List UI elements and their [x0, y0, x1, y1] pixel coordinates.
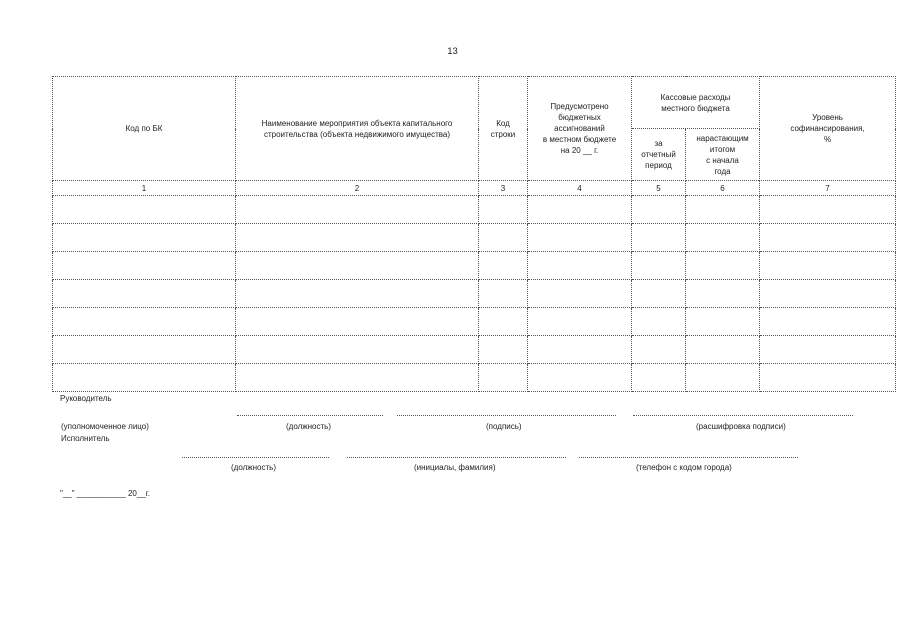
header-event-name-line1: Наименование мероприятия объекта капитального	[261, 118, 453, 128]
column-number: 5	[632, 181, 686, 196]
table-cell[interactable]	[632, 196, 686, 224]
table-cell[interactable]	[686, 280, 760, 308]
header-event-name-line2: строительства (объекта недвижимого имущества)	[263, 129, 451, 139]
signature-decoding-line[interactable]	[633, 415, 853, 416]
header-cofinancing-line1: Уровень	[812, 113, 843, 122]
column-number: 6	[686, 181, 760, 196]
table-cell[interactable]	[632, 336, 686, 364]
header-cofinancing-line3: %	[823, 135, 832, 144]
header-planned-line4: в местном бюджете	[542, 135, 617, 144]
table-cell[interactable]	[686, 224, 760, 252]
header-cash-expenses-line1: Кассовые расходы	[660, 92, 731, 102]
page-number: 13	[447, 46, 458, 57]
header-planned-line5: на 20 __ г.	[560, 146, 599, 155]
table-cell[interactable]	[686, 252, 760, 280]
header-planned-line1: Предусмотрено	[550, 102, 609, 111]
table-cell[interactable]	[53, 252, 236, 280]
table-row	[53, 364, 896, 392]
signature-decoding-caption: (расшифровка подписи)	[696, 422, 786, 431]
table-cell[interactable]	[686, 336, 760, 364]
header-line-code	[479, 77, 528, 181]
table-cell[interactable]	[53, 336, 236, 364]
position-signature-line[interactable]	[237, 415, 383, 416]
header-planned-line2: бюджетных	[558, 113, 601, 122]
table-cell[interactable]	[760, 308, 896, 336]
header-cumulative-line3: с начала	[706, 155, 739, 165]
table-cell[interactable]	[686, 364, 760, 392]
header-row	[53, 77, 896, 129]
table-cell[interactable]	[632, 308, 686, 336]
table-cell[interactable]	[760, 364, 896, 392]
table-cell[interactable]	[236, 224, 479, 252]
table-cell[interactable]	[760, 252, 896, 280]
table-cell[interactable]	[528, 224, 632, 252]
initials-caption: (инициалы, фамилия)	[414, 463, 496, 472]
header-planned-line3: ассигнований	[554, 124, 605, 133]
signature-caption: (подпись)	[486, 422, 522, 431]
table-cell[interactable]	[53, 280, 236, 308]
header-cofinancing-level	[760, 77, 896, 181]
table-row	[53, 308, 896, 336]
executor-label: Исполнитель	[61, 434, 110, 443]
table-row	[53, 224, 896, 252]
table-cell[interactable]	[53, 196, 236, 224]
column-numbers-row	[53, 181, 896, 196]
header-cumulative-line2: итогом	[709, 144, 736, 154]
table-cell[interactable]	[236, 280, 479, 308]
table-cell[interactable]	[760, 336, 896, 364]
table-cell[interactable]	[53, 308, 236, 336]
table-cell[interactable]	[479, 308, 528, 336]
budget-expenses-table	[52, 76, 896, 392]
table-cell[interactable]	[236, 364, 479, 392]
table-cell[interactable]	[236, 252, 479, 280]
table-cell[interactable]	[528, 252, 632, 280]
executor-position-line[interactable]	[182, 457, 329, 458]
table-row	[53, 196, 896, 224]
table-cell[interactable]	[479, 336, 528, 364]
executor-phone-line[interactable]	[579, 457, 798, 458]
header-reporting-period	[632, 129, 686, 181]
table-cell[interactable]	[686, 196, 760, 224]
table-row	[53, 336, 896, 364]
header-cumulative-line4: года	[714, 166, 731, 176]
table-cell[interactable]	[236, 196, 479, 224]
header-reporting-line3: период	[645, 161, 672, 170]
table-cell[interactable]	[479, 224, 528, 252]
table-cell[interactable]	[760, 196, 896, 224]
header-cumulative-line1: нарастающим	[696, 133, 749, 143]
table-cell[interactable]	[632, 364, 686, 392]
column-number: 4	[528, 181, 632, 196]
column-number: 3	[479, 181, 528, 196]
header-event-name	[236, 77, 479, 181]
table-cell[interactable]	[236, 308, 479, 336]
header-bk-code: Код по БК	[53, 77, 236, 181]
table-cell[interactable]	[53, 224, 236, 252]
authorized-person-caption: (уполномоченное лицо)	[61, 422, 149, 431]
table-cell[interactable]	[479, 280, 528, 308]
header-planned-allocations	[528, 77, 632, 181]
table-cell[interactable]	[53, 364, 236, 392]
header-cofinancing-line2: софинансирования,	[790, 124, 865, 133]
table-cell[interactable]	[760, 224, 896, 252]
phone-caption: (телефон с кодом города)	[636, 463, 732, 472]
table-row	[53, 252, 896, 280]
table-cell[interactable]	[528, 308, 632, 336]
position-caption: (должность)	[286, 422, 331, 431]
column-number: 1	[53, 181, 236, 196]
table-cell[interactable]	[236, 336, 479, 364]
header-cash-expenses-line2: местного бюджета	[661, 103, 730, 113]
column-number: 7	[760, 181, 896, 196]
table-cell[interactable]	[528, 336, 632, 364]
header-cash-expenses-group	[632, 77, 760, 129]
header-cumulative	[686, 129, 760, 181]
header-line-code-line1: Код	[496, 118, 510, 128]
executor-position-caption: (должность)	[231, 463, 276, 472]
table-cell[interactable]	[686, 308, 760, 336]
table-cell[interactable]	[528, 364, 632, 392]
table-cell[interactable]	[479, 252, 528, 280]
header-reporting-line2: отчетный	[641, 150, 676, 159]
header-line-code-line2: строки	[490, 129, 516, 139]
head-label: Руководитель	[60, 394, 112, 403]
table-cell[interactable]	[479, 364, 528, 392]
table-cell[interactable]	[528, 196, 632, 224]
table-cell[interactable]	[632, 280, 686, 308]
table-cell[interactable]	[528, 280, 632, 308]
table-cell[interactable]	[760, 280, 896, 308]
table-cell[interactable]	[479, 196, 528, 224]
table-cell[interactable]	[632, 252, 686, 280]
column-number: 2	[236, 181, 479, 196]
header-reporting-line1: за	[654, 139, 663, 148]
date-line: "__" ___________ 20__г.	[60, 489, 150, 498]
table-row	[53, 280, 896, 308]
table-cell[interactable]	[632, 224, 686, 252]
executor-initials-line[interactable]	[347, 457, 566, 458]
signature-line[interactable]	[397, 415, 616, 416]
